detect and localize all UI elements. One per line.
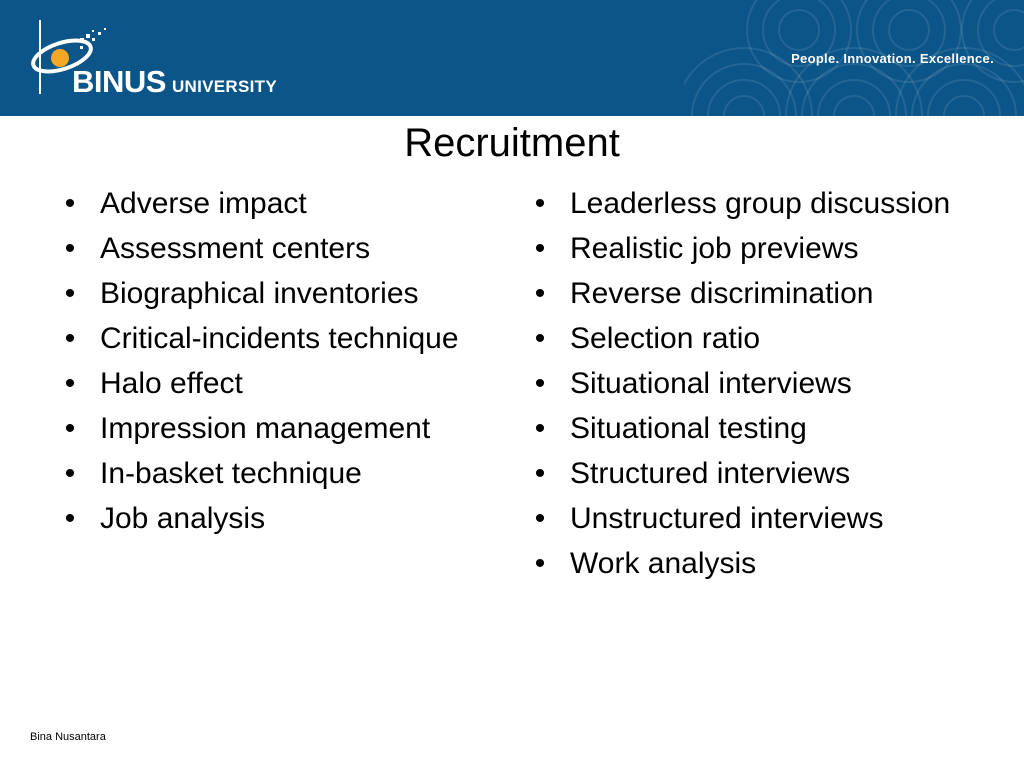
- bullet-icon: •: [534, 322, 546, 355]
- list-item-text: In-basket technique: [100, 457, 362, 490]
- bullet-icon: •: [64, 457, 76, 490]
- list-item-text: Impression management: [100, 412, 431, 445]
- list-item: [530, 456, 990, 492]
- bullet-icon: •: [64, 502, 76, 535]
- list-item: [60, 231, 500, 267]
- footer-text: Bina Nusantara: [30, 731, 106, 743]
- tagline: People. Innovation. Excellence.: [791, 51, 994, 66]
- list-item-text: Adverse impact: [100, 187, 307, 220]
- brand-sub: UNIVERSITY: [171, 77, 277, 96]
- bullet-icon: •: [534, 232, 546, 265]
- bullet-icon: •: [534, 502, 546, 535]
- list-item: [60, 456, 500, 492]
- list-item: [530, 501, 990, 537]
- list-item-text: Unstructured interviews: [570, 502, 884, 535]
- list-item: [530, 546, 990, 582]
- slide-title: Recruitment: [404, 121, 620, 165]
- header-banner: [0, 0, 1024, 116]
- list-item: [530, 276, 990, 312]
- bullet-icon: •: [64, 367, 76, 400]
- list-item-text: Halo effect: [100, 367, 243, 400]
- list-item: [60, 366, 500, 402]
- brand-name: [72, 64, 277, 100]
- bullet-icon: •: [534, 412, 546, 445]
- list-item: [60, 321, 500, 357]
- list-item-text: Assessment centers: [100, 232, 371, 265]
- list-item-text: Reverse discrimination: [570, 277, 874, 310]
- list-item: [530, 366, 990, 402]
- list-item: [60, 501, 500, 537]
- list-item-text: Selection ratio: [570, 322, 761, 355]
- bullet-icon: •: [64, 322, 76, 355]
- list-item-text: Critical-incidents technique: [100, 322, 459, 355]
- list-item-text: Realistic job previews: [570, 232, 859, 265]
- bullet-icon: •: [64, 187, 76, 220]
- bullet-icon: •: [534, 367, 546, 400]
- brand-main: BINUS: [72, 64, 166, 99]
- list-item: [530, 321, 990, 357]
- list-item-text: Situational testing: [570, 412, 807, 445]
- list-item-text: Leaderless group discussion: [570, 187, 951, 220]
- bullet-icon: •: [64, 277, 76, 310]
- right-bullet-list: [530, 186, 990, 591]
- list-item: [60, 411, 500, 447]
- list-item-text: Situational interviews: [570, 367, 852, 400]
- bullet-icon: •: [64, 412, 76, 445]
- list-item-text: Structured interviews: [570, 457, 851, 490]
- list-item: [60, 186, 500, 222]
- bullet-icon: •: [534, 457, 546, 490]
- list-item: [530, 411, 990, 447]
- bullet-icon: •: [534, 277, 546, 310]
- list-item-text: Biographical inventories: [100, 277, 419, 310]
- left-bullet-list: [60, 186, 500, 546]
- bullet-icon: •: [64, 232, 76, 265]
- bullet-icon: •: [534, 187, 546, 220]
- list-item: [60, 276, 500, 312]
- list-item: [530, 186, 990, 222]
- list-item-text: Job analysis: [100, 502, 266, 535]
- list-item-text: Work analysis: [570, 547, 757, 580]
- bullet-icon: •: [534, 547, 546, 580]
- list-item: [530, 231, 990, 267]
